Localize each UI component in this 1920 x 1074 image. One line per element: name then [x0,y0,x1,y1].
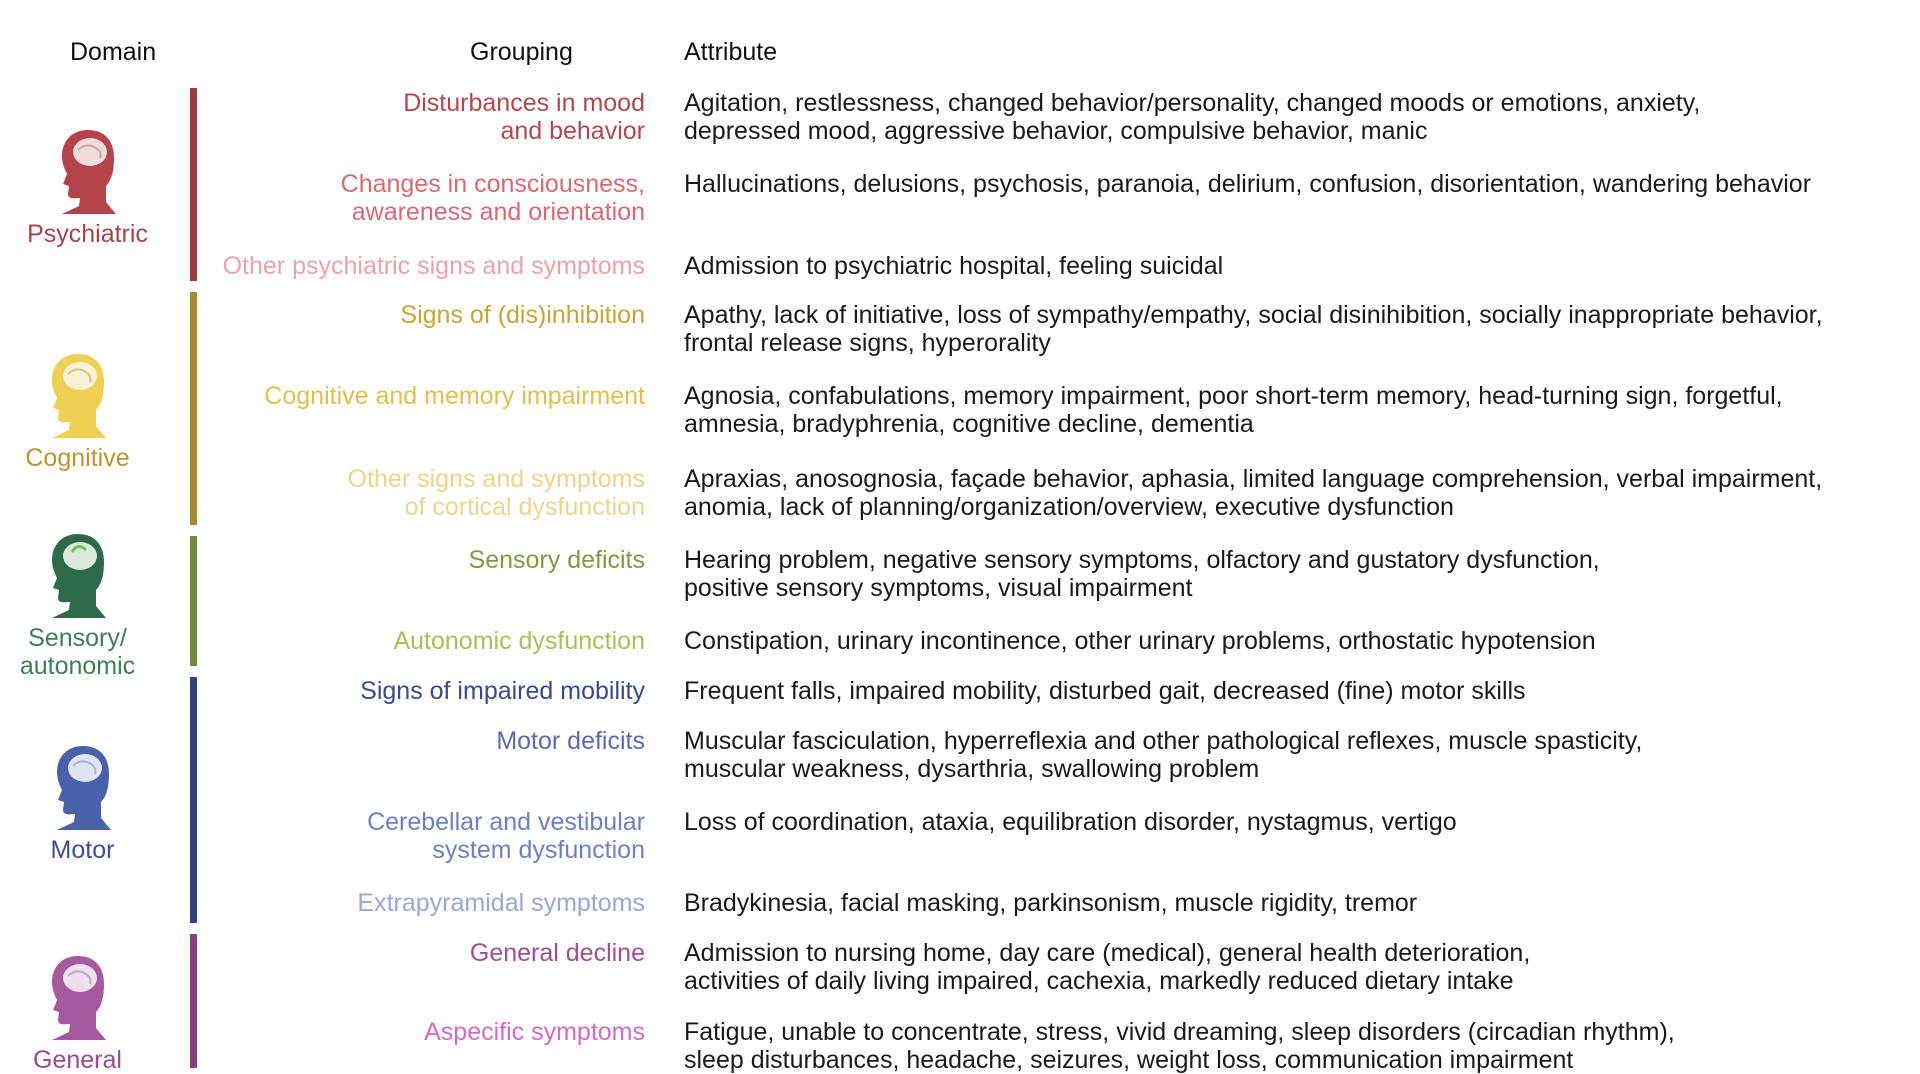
grouping-text: Changes in consciousness, [340,170,645,198]
attribute-text: depressed mood, aggressive behavior, compulsive behavior, manic [684,117,1428,145]
grouping-text: system dysfunction [432,836,645,864]
grouping-text: awareness and orientation [351,198,645,226]
attribute-text: Constipation, urinary incontinence, other urinary problems, orthostatic hypotension [684,627,1596,655]
attribute-general-decline [684,939,1904,995]
attribute-cognitive-memory [684,382,1904,438]
grouping-cortical-dysfunction [190,465,645,521]
attribute-text: positive sensory symptoms, visual impairment [684,574,1193,602]
header-attribute: Attribute [684,38,778,66]
domain-general [0,952,155,1074]
attribute-cortical-dysfunction [684,465,1904,521]
attribute-mood-behavior [684,89,1904,145]
head-icon-cognitive [46,350,110,438]
attribute-aspecific [684,1018,1904,1074]
grouping-text: Other signs and symptoms [347,465,645,493]
domain-label-general: General [33,1046,122,1074]
domain-label-psychiatric: Psychiatric [27,220,148,248]
attribute-extrapyramidal [684,889,1904,917]
attribute-text: anomia, lack of planning/organization/overview, executive dysfunction [684,493,1454,521]
grouping-text: Signs of impaired mobility [360,677,645,705]
domain-label-sensory-line1: Sensory/ [28,624,127,652]
attribute-text: Loss of coordination, ataxia, equilibration disorder, nystagmus, vertigo [684,808,1457,836]
domain-psychiatric [10,126,165,248]
grouping-text: Motor deficits [496,727,645,755]
grouping-text: Cerebellar and vestibular [367,808,645,836]
attribute-disinhibition [684,301,1904,357]
attribute-text: Bradykinesia, facial masking, parkinsonism, muscle rigidity, tremor [684,889,1418,917]
attribute-cerebellar [684,808,1904,836]
grouping-other-psychiatric [190,252,645,280]
grouping-text: Sensory deficits [468,546,645,574]
header-grouping: Grouping [470,38,573,66]
attribute-text: Apraxias, anosognosia, façade behavior, aphasia, limited language comprehension, verbal impairment, [684,465,1823,493]
domain-label-sensory-line2: autonomic [19,652,136,680]
head-icon-general [46,952,110,1040]
attribute-text: sleep disturbances, headache, seizures, weight loss, communication impairment [684,1046,1574,1074]
attribute-text: Muscular fasciculation, hyperreflexia and other pathological reflexes, muscle spasticity, [684,727,1643,755]
attribute-text: Hearing problem, negative sensory symptoms, olfactory and gustatory dysfunction, [684,546,1600,574]
grouping-text: and behavior [500,117,645,145]
head-icon-psychiatric [56,126,120,214]
grouping-cerebellar [190,808,645,864]
grouping-general-decline [190,939,645,967]
head-icon-sensory [46,530,110,618]
grouping-aspecific [190,1018,645,1046]
grouping-text: of cortical dysfunction [404,493,645,521]
attribute-text: Fatigue, unable to concentrate, stress, vivid dreaming, sleep disorders (circadian rhythm), [684,1018,1675,1046]
grouping-text: Other psychiatric signs and symptoms [222,252,645,280]
attribute-text: Hallucinations, delusions, psychosis, paranoia, delirium, confusion, disorientation, wandering behavior [684,170,1812,198]
attribute-text: Agnosia, confabulations, memory impairment, poor short-term memory, head-turning sign, forgetful, [684,382,1783,410]
attribute-text: activities of daily living impaired, cachexia, markedly reduced dietary intake [684,967,1514,995]
grouping-text: Extrapyramidal symptoms [357,889,645,917]
attribute-text: Agitation, restlessness, changed behavior/personality, changed moods or emotions, anxiety, [684,89,1701,117]
grouping-text: Signs of (dis)inhibition [400,301,645,329]
attribute-sensory-deficits [684,546,1904,602]
attribute-text: Frequent falls, impaired mobility, disturbed gait, decreased (fine) motor skills [684,677,1526,705]
grouping-autonomic [190,627,645,655]
domain-motor [5,742,160,864]
attribute-text: amnesia, bradyphrenia, cognitive decline, dementia [684,410,1254,438]
domain-bar-motor [190,677,197,923]
attribute-text: Admission to psychiatric hospital, feeling suicidal [684,252,1224,280]
attribute-text: Apathy, lack of initiative, loss of sympathy/empathy, social disinihibition, socially inappropriate behavior, [684,301,1823,329]
grouping-text: General decline [469,939,645,967]
grouping-text: Autonomic dysfunction [393,627,645,655]
grouping-disinhibition [190,301,645,329]
attribute-motor-deficits [684,727,1904,783]
grouping-sensory-deficits [190,546,645,574]
attribute-other-psychiatric [684,252,1904,280]
domain-label-cognitive: Cognitive [25,444,130,472]
domain-cognitive [0,350,155,472]
header-domain: Domain [70,38,157,66]
attribute-autonomic [684,627,1904,655]
head-icon-motor [51,742,115,830]
grouping-motor-deficits [190,727,645,755]
domain-label-motor: Motor [50,836,115,864]
grouping-extrapyramidal [190,889,645,917]
attribute-impaired-mobility [684,677,1904,705]
grouping-impaired-mobility [190,677,645,705]
attribute-text: frontal release signs, hyperorality [684,329,1051,357]
grouping-cognitive-memory [190,382,645,410]
attribute-consciousness [684,170,1904,198]
attribute-text: Admission to nursing home, day care (medical), general health deterioration, [684,939,1531,967]
grouping-text: Disturbances in mood [403,89,645,117]
grouping-consciousness [190,170,645,226]
domain-sensory-autonomic [0,530,155,680]
grouping-text: Cognitive and memory impairment [264,382,645,410]
grouping-text: Aspecific symptoms [424,1018,645,1046]
grouping-mood-behavior [190,89,645,145]
attribute-text: muscular weakness, dysarthria, swallowing problem [684,755,1260,783]
